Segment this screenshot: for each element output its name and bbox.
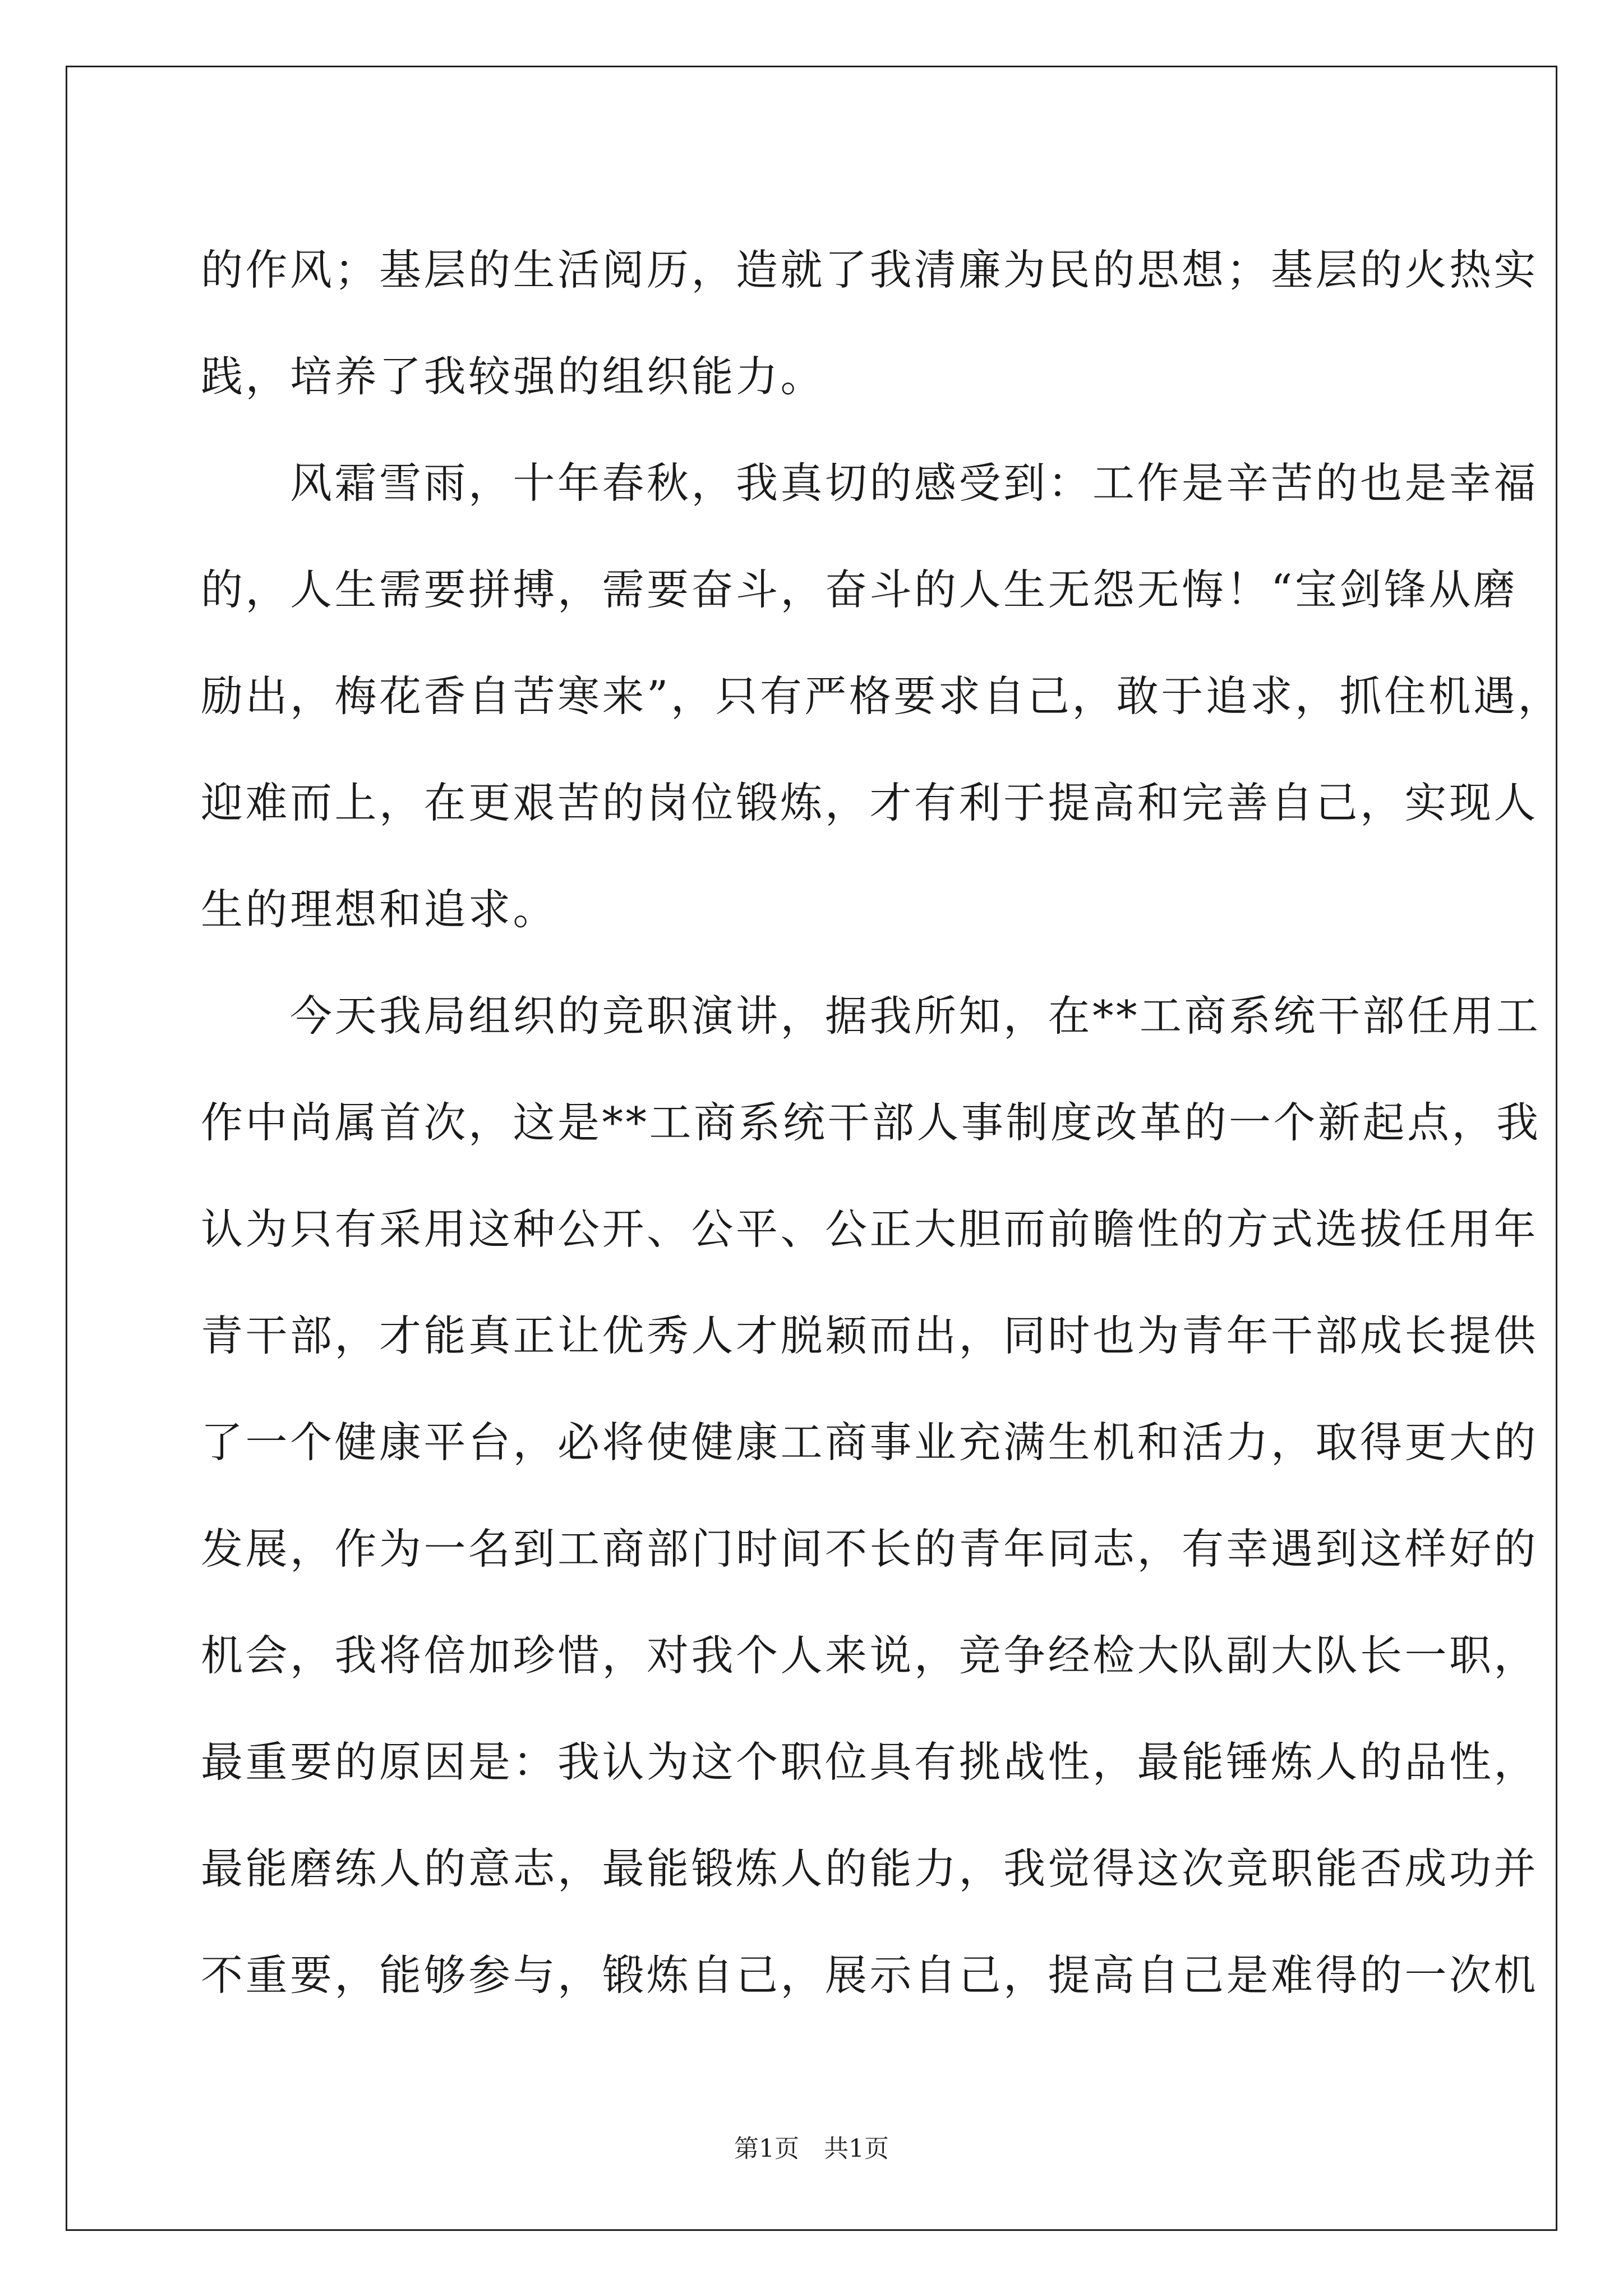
text-line: 迎难而上，在更艰苦的岗位锻炼，才有利于提高和完善自己，实现人 bbox=[201, 778, 1539, 827]
text-line: 发展，作为一名到工商部门时间不长的青年同志，有幸遇到这样好的 bbox=[201, 1524, 1539, 1573]
text-line: 的，人生需要拼搏，需要奋斗，奋斗的人生无怨无悔！“宝剑锋从磨 bbox=[201, 565, 1518, 614]
text-line: 今天我局组织的竞职演讲，据我所知，在**工商系统干部任用工 bbox=[201, 991, 1541, 1041]
text-line: 认为只有采用这种公开、公平、公正大胆而前瞻性的方式选拔任用年 bbox=[201, 1204, 1539, 1254]
text-line: 励出，梅花香自苦寒来”，只有严格要求自己，敢于追求，抓住机遇， bbox=[201, 671, 1562, 721]
text-line: 践，培养了我较强的组织能力。 bbox=[201, 352, 826, 401]
text-line: 作中尚属首次，这是**工商系统干部人事制度改革的一个新起点，我 bbox=[201, 1098, 1541, 1147]
text-line: 风霜雪雨，十年春秋，我真切的感受到：工作是辛苦的也是幸福 bbox=[201, 458, 1539, 508]
text-line: 青干部，才能真正让优秀人才脱颖而出，同时也为青年干部成长提供 bbox=[201, 1311, 1539, 1360]
text-line: 不重要，能够参与，锻炼自己，展示自己，提高自己是难得的一次机 bbox=[201, 1950, 1539, 2000]
text-line: 最能磨练人的意志，最能锻炼人的能力，我觉得这次竞职能否成功并 bbox=[201, 1844, 1539, 1893]
text-line: 最重要的原因是：我认为这个职位具有挑战性，最能锤炼人的品性， bbox=[201, 1737, 1539, 1787]
text-line: 生的理想和追求。 bbox=[201, 885, 558, 934]
page-footer: 第1页 共1页 bbox=[734, 2134, 889, 2163]
text-line: 机会，我将倍加珍惜，对我个人来说，竞争经检大队副大队长一职， bbox=[201, 1631, 1539, 1680]
document-body bbox=[201, 217, 1562, 2028]
text-line: 的作风；基层的生活阅历，造就了我清廉为民的思想；基层的火热实 bbox=[201, 245, 1539, 295]
text-line: 了一个健康平台，必将使健康工商事业充满生机和活力，取得更大的 bbox=[201, 1418, 1539, 1467]
